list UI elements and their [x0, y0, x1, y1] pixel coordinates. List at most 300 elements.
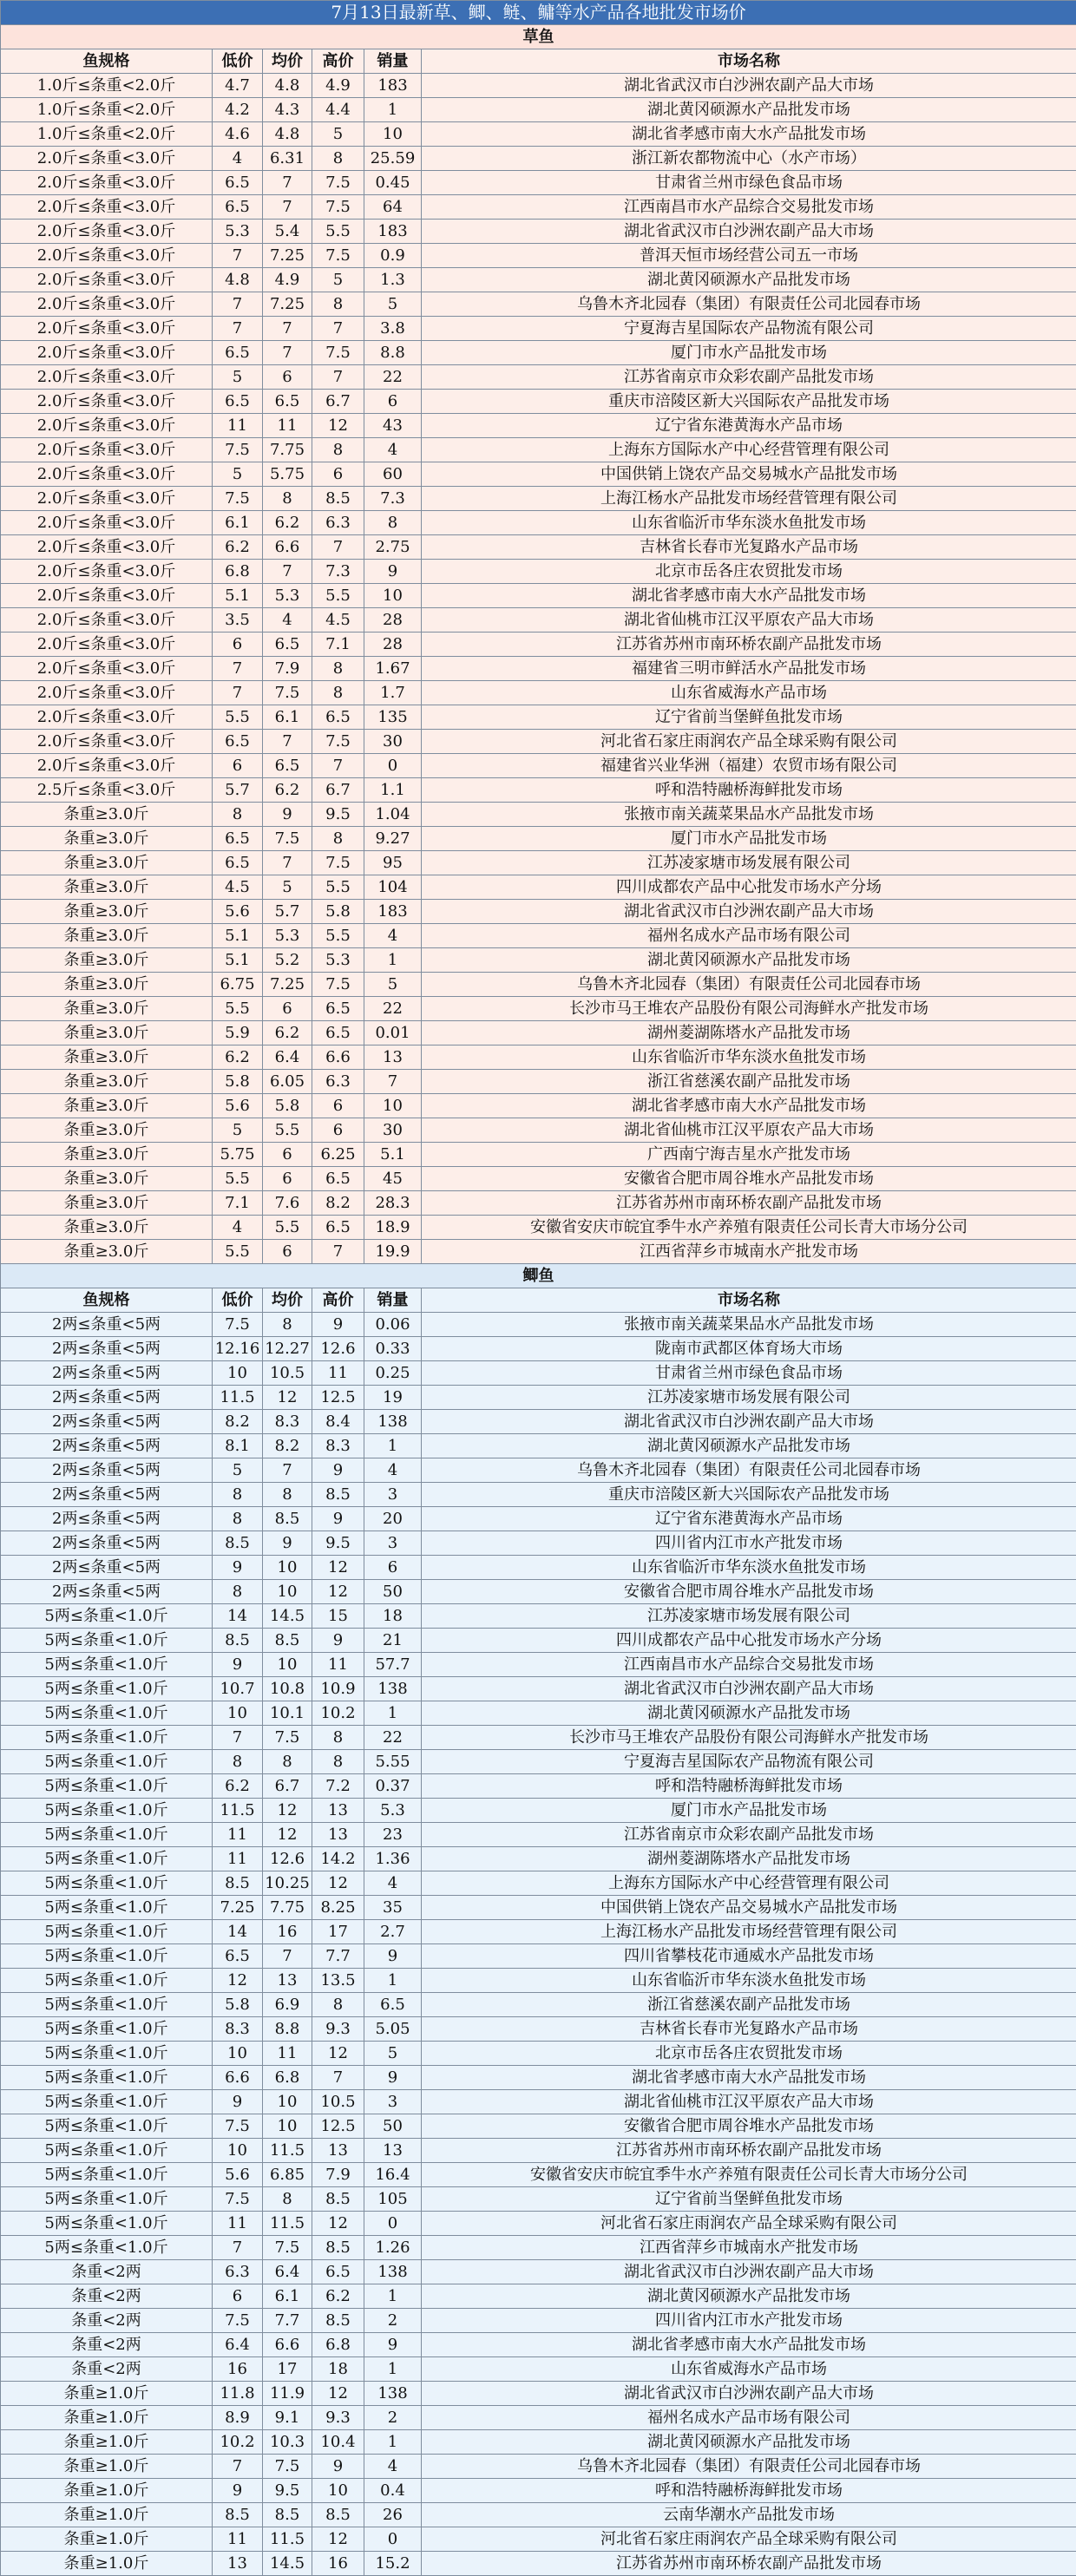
avg-price-cell: 5.3	[263, 584, 312, 608]
market-name-cell: 湖北省武汉市白沙洲农副产品大市场	[422, 74, 1076, 98]
volume-cell: 43	[364, 414, 422, 438]
high-price-cell: 8.3	[312, 1434, 364, 1458]
table-row	[1, 1871, 1076, 1896]
spec-cell: 2.0斤≤条重<3.0斤	[1, 560, 213, 584]
market-name-cell: 广西南宁海吉星水产批发市场	[422, 1143, 1076, 1167]
spec-cell: 条重<2两	[1, 2333, 213, 2357]
avg-price-cell: 12	[263, 1823, 312, 1847]
low-price-cell: 6.75	[213, 973, 263, 997]
volume-cell: 18.9	[364, 1216, 422, 1240]
high-price-cell: 6.5	[312, 705, 364, 730]
spec-cell: 5两≤条重<1.0斤	[1, 2187, 213, 2212]
market-name-cell: 福建省三明市鲜活水产品批发市场	[422, 657, 1076, 681]
volume-cell: 6	[364, 1556, 422, 1580]
avg-price-cell: 5.3	[263, 924, 312, 948]
volume-cell: 8.8	[364, 341, 422, 365]
volume-cell: 22	[364, 997, 422, 1021]
avg-price-cell: 13	[263, 1969, 312, 1993]
avg-price-cell: 7.5	[263, 827, 312, 851]
avg-price-cell: 8.5	[263, 1629, 312, 1653]
high-price-cell: 7.3	[312, 560, 364, 584]
volume-cell: 5	[364, 973, 422, 997]
volume-cell: 138	[364, 2382, 422, 2406]
high-price-cell: 11	[312, 1653, 364, 1677]
volume-cell: 1.26	[364, 2236, 422, 2260]
high-price-cell: 18	[312, 2357, 364, 2382]
spec-cell: 5两≤条重<1.0斤	[1, 1653, 213, 1677]
low-price-cell: 5.8	[213, 1993, 263, 2017]
spec-cell: 2.0斤≤条重<3.0斤	[1, 511, 213, 535]
table-row	[1, 462, 1076, 487]
high-price-cell: 12	[312, 2382, 364, 2406]
low-price-cell: 11	[213, 2212, 263, 2236]
table-row	[1, 1216, 1076, 1240]
volume-cell: 4	[364, 1458, 422, 1483]
spec-cell: 2.0斤≤条重<3.0斤	[1, 438, 213, 462]
low-price-cell: 5.5	[213, 1240, 263, 1264]
low-price-cell: 6.2	[213, 535, 263, 560]
volume-cell: 8	[364, 511, 422, 535]
market-name-cell: 浙江省慈溪农副产品批发市场	[422, 1070, 1076, 1094]
market-name-cell: 乌鲁木齐北园春（集团）有限责任公司北园春市场	[422, 1458, 1076, 1483]
table-row	[1, 1823, 1076, 1847]
market-name-cell: 厦门市水产品批发市场	[422, 341, 1076, 365]
spec-cell: 条重≥1.0斤	[1, 2503, 213, 2527]
avg-price-cell: 6.5	[263, 390, 312, 414]
high-price-cell: 9.5	[312, 1531, 364, 1556]
column-header-row	[1, 1288, 1076, 1313]
table-row	[1, 1507, 1076, 1531]
high-price-cell: 7.5	[312, 851, 364, 875]
table-row	[1, 414, 1076, 438]
avg-price-cell: 7	[263, 195, 312, 220]
low-price-cell: 9	[213, 1653, 263, 1677]
table-row	[1, 1677, 1076, 1701]
low-price-cell: 5.1	[213, 948, 263, 973]
market-name-cell: 湖北黄冈硕源水产品批发市场	[422, 948, 1076, 973]
table-row	[1, 147, 1076, 171]
low-price-cell: 7.5	[213, 2187, 263, 2212]
high-price-cell: 10	[312, 2479, 364, 2503]
avg-price-cell: 12	[263, 1386, 312, 1410]
avg-price-cell: 7.9	[263, 657, 312, 681]
volume-cell: 19	[364, 1386, 422, 1410]
high-price-cell: 7.7	[312, 1944, 364, 1969]
high-price-cell: 12	[312, 2212, 364, 2236]
spec-cell: 2两≤条重<5两	[1, 1434, 213, 1458]
table-row	[1, 633, 1076, 657]
high-price-cell: 6.7	[312, 778, 364, 803]
market-name-cell: 江苏省南京市众彩农副产品批发市场	[422, 1823, 1076, 1847]
volume-cell: 28	[364, 608, 422, 633]
spec-cell: 5两≤条重<1.0斤	[1, 1604, 213, 1629]
high-price-cell: 7.5	[312, 730, 364, 754]
high-price-cell: 8.2	[312, 1191, 364, 1216]
avg-price-cell: 10	[263, 1580, 312, 1604]
volume-cell: 5.05	[364, 2017, 422, 2042]
spec-cell: 5两≤条重<1.0斤	[1, 1969, 213, 1993]
spec-cell: 条重≥3.0斤	[1, 948, 213, 973]
market-name-cell: 云南华潮水产品批发市场	[422, 2503, 1076, 2527]
low-price-cell: 7	[213, 657, 263, 681]
avg-price-cell: 14.5	[263, 1604, 312, 1629]
table-row	[1, 1045, 1076, 1070]
high-price-cell: 10.9	[312, 1677, 364, 1701]
table-row	[1, 2503, 1076, 2527]
spec-cell: 条重≥3.0斤	[1, 1021, 213, 1045]
table-row	[1, 1458, 1076, 1483]
low-price-cell: 8	[213, 1483, 263, 1507]
high-price-cell: 12.6	[312, 1337, 364, 1361]
high-price-cell: 8.5	[312, 2187, 364, 2212]
table-row	[1, 2260, 1076, 2284]
avg-price-cell: 7.25	[263, 973, 312, 997]
table-row	[1, 2382, 1076, 2406]
low-price-cell: 5.6	[213, 1094, 263, 1118]
high-price-cell: 6	[312, 462, 364, 487]
avg-price-cell: 9	[263, 803, 312, 827]
avg-price-cell: 6.5	[263, 633, 312, 657]
avg-price-cell: 6.5	[263, 754, 312, 778]
spec-cell: 5两≤条重<1.0斤	[1, 1677, 213, 1701]
spec-cell: 2.0斤≤条重<3.0斤	[1, 584, 213, 608]
table-row	[1, 997, 1076, 1021]
avg-price-cell: 16	[263, 1920, 312, 1944]
high-price-cell: 8	[312, 1726, 364, 1750]
market-name-cell: 湖北省孝感市南大水产品批发市场	[422, 2333, 1076, 2357]
market-name-cell: 湖北省武汉市白沙洲农副产品大市场	[422, 2382, 1076, 2406]
volume-cell: 0.9	[364, 244, 422, 268]
market-name-cell: 普洱天恒市场经营公司五一市场	[422, 244, 1076, 268]
low-price-cell: 6.5	[213, 195, 263, 220]
volume-cell: 104	[364, 875, 422, 900]
market-name-cell: 江苏省苏州市南环桥农副产品批发市场	[422, 2552, 1076, 2576]
market-name-cell: 河北省石家庄雨润农产品全球采购有限公司	[422, 2212, 1076, 2236]
avg-price-cell: 6.6	[263, 2333, 312, 2357]
market-name-cell: 江苏省苏州市南环桥农副产品批发市场	[422, 1191, 1076, 1216]
avg-price-cell: 6.1	[263, 705, 312, 730]
high-price-cell: 13	[312, 1799, 364, 1823]
spec-cell: 2.0斤≤条重<3.0斤	[1, 171, 213, 195]
low-price-cell: 11.5	[213, 1799, 263, 1823]
low-price-cell: 16	[213, 2357, 263, 2382]
high-price-cell: 12	[312, 1871, 364, 1896]
low-price-cell: 5.5	[213, 705, 263, 730]
avg-price-cell: 8	[263, 1750, 312, 1774]
market-name-cell: 陇南市武都区体育场大市场	[422, 1337, 1076, 1361]
market-name-cell: 河北省石家庄雨润农产品全球采购有限公司	[422, 730, 1076, 754]
low-price-cell: 4.8	[213, 268, 263, 292]
low-price-cell: 7.5	[213, 438, 263, 462]
volume-cell: 6.5	[364, 1993, 422, 2017]
volume-cell: 138	[364, 2260, 422, 2284]
spec-cell: 2两≤条重<5两	[1, 1531, 213, 1556]
market-name-cell: 四川省内江市水产批发市场	[422, 2309, 1076, 2333]
market-name-cell: 湖州菱湖陈塔水产品批发市场	[422, 1021, 1076, 1045]
high-price-cell: 10.5	[312, 2090, 364, 2114]
spec-cell: 5两≤条重<1.0斤	[1, 1774, 213, 1799]
high-price-header: 高价	[312, 49, 364, 74]
market-name-cell: 张掖市南关蔬菜果品水产品批发市场	[422, 1313, 1076, 1337]
market-name-cell: 呼和浩特融桥海鲜批发市场	[422, 1774, 1076, 1799]
spec-cell: 条重≥3.0斤	[1, 1045, 213, 1070]
market-name-cell: 湖北省孝感市南大水产品批发市场	[422, 122, 1076, 147]
volume-cell: 28.3	[364, 1191, 422, 1216]
high-price-cell: 8	[312, 657, 364, 681]
spec-cell: 2.0斤≤条重<3.0斤	[1, 268, 213, 292]
market-name-cell: 呼和浩特融桥海鲜批发市场	[422, 2479, 1076, 2503]
spec-cell: 条重≥3.0斤	[1, 900, 213, 924]
table-row	[1, 2090, 1076, 2114]
spec-cell: 5两≤条重<1.0斤	[1, 1823, 213, 1847]
market-name-cell: 安徽省安庆市皖宜季牛水产养殖有限责任公司长青大市场分公司	[422, 2163, 1076, 2187]
volume-cell: 19.9	[364, 1240, 422, 1264]
avg-price-cell: 10	[263, 1556, 312, 1580]
spec-cell: 5两≤条重<1.0斤	[1, 1701, 213, 1726]
table-row	[1, 1483, 1076, 1507]
avg-price-cell: 7.5	[263, 2455, 312, 2479]
volume-cell: 64	[364, 195, 422, 220]
table-row	[1, 2406, 1076, 2430]
high-price-cell: 8	[312, 292, 364, 317]
market-name-cell: 上海江杨水产品批发市场经营管理有限公司	[422, 1920, 1076, 1944]
high-price-cell: 8.5	[312, 2309, 364, 2333]
volume-cell: 9	[364, 2333, 422, 2357]
high-price-cell: 7.2	[312, 1774, 364, 1799]
table-row	[1, 1313, 1076, 1337]
low-price-cell: 4	[213, 1216, 263, 1240]
low-price-cell: 6.5	[213, 730, 263, 754]
avg-price-cell: 5.75	[263, 462, 312, 487]
spec-cell: 条重<2两	[1, 2309, 213, 2333]
high-price-cell: 8.5	[312, 487, 364, 511]
avg-price-cell: 5.5	[263, 1216, 312, 1240]
high-price-cell: 7	[312, 1240, 364, 1264]
table-row	[1, 365, 1076, 390]
avg-price-cell: 5.7	[263, 900, 312, 924]
high-price-cell: 8	[312, 1993, 364, 2017]
spec-cell: 2.0斤≤条重<3.0斤	[1, 292, 213, 317]
market-name-cell: 湖北省仙桃市江汉平原农产品大市场	[422, 1118, 1076, 1143]
volume-cell: 28	[364, 633, 422, 657]
volume-cell: 1.3	[364, 268, 422, 292]
volume-cell: 7.3	[364, 487, 422, 511]
spec-cell: 5两≤条重<1.0斤	[1, 1750, 213, 1774]
market-name-cell: 湖北黄冈硕源水产品批发市场	[422, 1434, 1076, 1458]
table-row	[1, 1920, 1076, 1944]
avg-price-cell: 8.8	[263, 2017, 312, 2042]
low-price-cell: 7.5	[213, 1313, 263, 1337]
volume-cell: 0.45	[364, 171, 422, 195]
low-price-cell: 8.3	[213, 2017, 263, 2042]
volume-cell: 60	[364, 462, 422, 487]
spec-cell: 条重≥3.0斤	[1, 1143, 213, 1167]
table-row	[1, 924, 1076, 948]
spec-cell: 条重≥3.0斤	[1, 851, 213, 875]
volume-header: 销量	[364, 1288, 422, 1313]
spec-cell: 5两≤条重<1.0斤	[1, 1993, 213, 2017]
market-name-cell: 中国供销上饶农产品交易城水产品批发市场	[422, 462, 1076, 487]
avg-price-cell: 6.31	[263, 147, 312, 171]
volume-cell: 23	[364, 1823, 422, 1847]
spec-cell: 2.0斤≤条重<3.0斤	[1, 195, 213, 220]
high-price-cell: 8.5	[312, 1483, 364, 1507]
avg-price-cell: 11	[263, 2042, 312, 2066]
market-name-cell: 吉林省长春市光复路水产品市场	[422, 2017, 1076, 2042]
table-row	[1, 1944, 1076, 1969]
low-price-cell: 5	[213, 1118, 263, 1143]
page-title: 7月13日最新草、鲫、鲢、鳙等水产品各地批发市场价	[1, 1, 1076, 25]
high-price-cell: 12	[312, 1580, 364, 1604]
table-row	[1, 171, 1076, 195]
market-name-cell: 安徽省安庆市皖宜季牛水产养殖有限责任公司长青大市场分公司	[422, 1216, 1076, 1240]
volume-cell: 5.3	[364, 1799, 422, 1823]
low-price-cell: 5.6	[213, 900, 263, 924]
table-row	[1, 195, 1076, 220]
table-row	[1, 1167, 1076, 1191]
high-price-cell: 10.2	[312, 1701, 364, 1726]
market-name-cell: 江西南昌市水产品综合交易批发市场	[422, 1653, 1076, 1677]
avg-price-cell: 10.25	[263, 1871, 312, 1896]
market-name-cell: 重庆市涪陵区新大兴国际农产品批发市场	[422, 390, 1076, 414]
volume-cell: 183	[364, 900, 422, 924]
high-price-cell: 9	[312, 1507, 364, 1531]
low-price-cell: 7.1	[213, 1191, 263, 1216]
spec-cell: 条重≥1.0斤	[1, 2430, 213, 2455]
low-price-cell: 6	[213, 754, 263, 778]
table-row	[1, 1701, 1076, 1726]
volume-cell: 10	[364, 122, 422, 147]
volume-cell: 135	[364, 705, 422, 730]
avg-price-cell: 7	[263, 1944, 312, 1969]
volume-cell: 0.37	[364, 1774, 422, 1799]
spec-cell: 5两≤条重<1.0斤	[1, 2114, 213, 2139]
avg-price-cell: 7	[263, 171, 312, 195]
market-name-cell: 北京市岳各庄农贸批发市场	[422, 2042, 1076, 2066]
market-name-cell: 四川成都农产品中心批发市场水产分场	[422, 875, 1076, 900]
volume-cell: 0	[364, 2212, 422, 2236]
avg-price-cell: 12.6	[263, 1847, 312, 1871]
avg-price-cell: 7.5	[263, 681, 312, 705]
avg-price-cell: 7.6	[263, 1191, 312, 1216]
market-name-cell: 呼和浩特融桥海鲜批发市场	[422, 778, 1076, 803]
volume-cell: 50	[364, 2114, 422, 2139]
table-row	[1, 2357, 1076, 2382]
high-price-cell: 8.25	[312, 1896, 364, 1920]
volume-cell: 1	[364, 948, 422, 973]
market-name-cell: 江苏省苏州市南环桥农副产品批发市场	[422, 2139, 1076, 2163]
spec-cell: 5两≤条重<1.0斤	[1, 2066, 213, 2090]
high-price-cell: 6.7	[312, 390, 364, 414]
market-name-cell: 上海东方国际水产中心经营管理有限公司	[422, 438, 1076, 462]
spec-cell: 2.0斤≤条重<3.0斤	[1, 730, 213, 754]
avg-price-cell: 4.3	[263, 98, 312, 122]
avg-price-cell: 7	[263, 851, 312, 875]
high-price-cell: 7.5	[312, 195, 364, 220]
market-name-cell: 江西省萍乡市城南水产批发市场	[422, 1240, 1076, 1264]
high-price-cell: 5.5	[312, 924, 364, 948]
table-row	[1, 973, 1076, 997]
avg-price-cell: 9	[263, 1531, 312, 1556]
low-price-cell: 13	[213, 2552, 263, 2576]
table-row	[1, 657, 1076, 681]
spec-cell: 2.0斤≤条重<3.0斤	[1, 705, 213, 730]
high-price-cell: 9	[312, 1458, 364, 1483]
low-price-cell: 10	[213, 1361, 263, 1386]
volume-cell: 1.36	[364, 1847, 422, 1871]
market-name-cell: 江苏凌家塘市场发展有限公司	[422, 851, 1076, 875]
high-price-cell: 8	[312, 1750, 364, 1774]
volume-cell: 4	[364, 1871, 422, 1896]
high-price-cell: 7.5	[312, 341, 364, 365]
low-price-cell: 5.8	[213, 1070, 263, 1094]
high-price-cell: 8	[312, 827, 364, 851]
high-price-cell: 16	[312, 2552, 364, 2576]
high-price-cell: 6	[312, 1118, 364, 1143]
volume-cell: 95	[364, 851, 422, 875]
volume-cell: 13	[364, 2139, 422, 2163]
volume-cell: 6	[364, 390, 422, 414]
high-price-cell: 8.4	[312, 1410, 364, 1434]
low-price-cell: 5.5	[213, 997, 263, 1021]
market-name-cell: 乌鲁木齐北园春（集团）有限责任公司北园春市场	[422, 973, 1076, 997]
table-row	[1, 1580, 1076, 1604]
high-price-cell: 4.5	[312, 608, 364, 633]
table-row	[1, 1434, 1076, 1458]
table-row	[1, 803, 1076, 827]
spec-cell: 条重≥1.0斤	[1, 2552, 213, 2576]
low-price-cell: 8.5	[213, 1871, 263, 1896]
table-row	[1, 74, 1076, 98]
table-row	[1, 1774, 1076, 1799]
high-price-cell: 12	[312, 414, 364, 438]
low-price-cell: 7.25	[213, 1896, 263, 1920]
low-price-cell: 11.8	[213, 2382, 263, 2406]
volume-cell: 1	[364, 2284, 422, 2309]
low-price-cell: 5.9	[213, 1021, 263, 1045]
spec-cell: 1.0斤≤条重<2.0斤	[1, 98, 213, 122]
spec-cell: 2两≤条重<5两	[1, 1410, 213, 1434]
spec-cell: 2.0斤≤条重<3.0斤	[1, 147, 213, 171]
spec-cell: 2.0斤≤条重<3.0斤	[1, 390, 213, 414]
high-price-cell: 12	[312, 2042, 364, 2066]
table-row	[1, 851, 1076, 875]
volume-cell: 7	[364, 1070, 422, 1094]
spec-cell: 5两≤条重<1.0斤	[1, 2163, 213, 2187]
table-row	[1, 2455, 1076, 2479]
low-price-cell: 12.16	[213, 1337, 263, 1361]
table-row	[1, 292, 1076, 317]
high-price-cell: 7	[312, 535, 364, 560]
spec-cell: 条重≥3.0斤	[1, 997, 213, 1021]
table-row	[1, 1629, 1076, 1653]
avg-price-cell: 10	[263, 2090, 312, 2114]
table-row	[1, 1799, 1076, 1823]
market-name-cell: 湖北黄冈硕源水产品批发市场	[422, 2430, 1076, 2455]
avg-price-cell: 6.2	[263, 1021, 312, 1045]
avg-price-cell: 7.75	[263, 1896, 312, 1920]
table-row	[1, 730, 1076, 754]
avg-price-cell: 6.4	[263, 1045, 312, 1070]
volume-cell: 0.06	[364, 1313, 422, 1337]
avg-price-cell: 6	[263, 365, 312, 390]
table-row	[1, 2139, 1076, 2163]
volume-cell: 9	[364, 2066, 422, 2090]
low-price-cell: 9	[213, 2090, 263, 2114]
avg-price-cell: 5.5	[263, 1118, 312, 1143]
low-price-cell: 7.5	[213, 487, 263, 511]
high-price-cell: 6.3	[312, 1070, 364, 1094]
